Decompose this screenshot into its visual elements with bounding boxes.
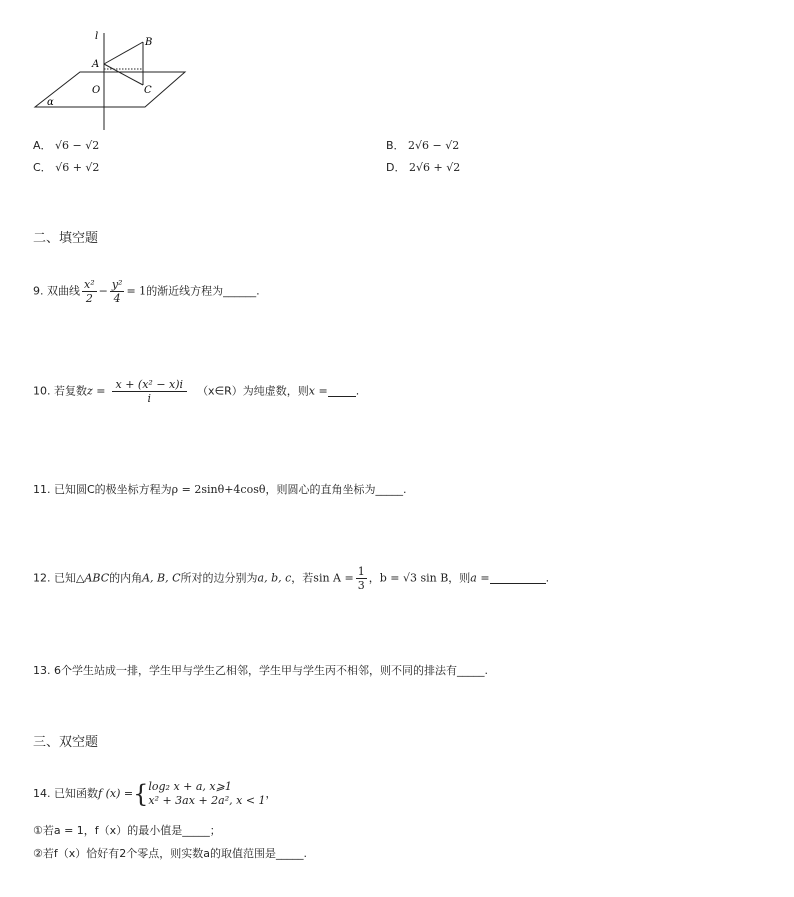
sin-a-equals: sin A = xyxy=(313,571,354,585)
option-letter: C． xyxy=(33,161,52,174)
question-9 xyxy=(33,278,260,305)
q12-if: ，若 xyxy=(291,571,314,585)
answer-blank[interactable] xyxy=(328,386,356,397)
option-letter: D． xyxy=(386,161,406,174)
q14-comma: ， xyxy=(265,787,277,800)
label-C: C xyxy=(144,85,152,96)
q11-prefix: 11. 已知圆C的极坐标方程为 xyxy=(33,483,172,496)
q12-then: ，则 xyxy=(448,571,471,585)
geometry-figure xyxy=(25,25,200,135)
fraction-one-third: $\frac{1}{3}$ xyxy=(357,565,365,592)
f-of-x-equals: f (x) = xyxy=(98,787,134,800)
label-O: O xyxy=(92,85,101,96)
option-d[interactable] xyxy=(386,161,460,175)
option-c[interactable] xyxy=(33,161,99,175)
a-equals: a = xyxy=(470,571,490,585)
question-13: 13. 6个学生站成一排，学生甲与学生乙相邻，学生甲与学生丙不相邻，则不同的排法有_____. xyxy=(33,664,488,677)
option-expression: 2√6 − √2 xyxy=(408,139,460,152)
fraction-complex: $\frac{\text{x + (x² − x)i}}{i}$ xyxy=(112,378,188,405)
question-10 xyxy=(33,378,359,405)
equals-one: = 1 xyxy=(126,284,147,298)
angles-abc: A, B, C xyxy=(142,571,181,585)
fraction-x2-over-2: $\frac{\text{x²}}{2}$ xyxy=(84,278,95,305)
q14-prefix: 14. 已知函数 xyxy=(33,787,98,800)
minus-sign: − xyxy=(98,284,108,298)
segment-AC xyxy=(104,64,143,85)
option-expression: 2√6 + √2 xyxy=(408,161,461,174)
q12-end: . xyxy=(545,571,550,585)
q14-sub-1: ①若a = 1，f（x）的最小值是_____； xyxy=(33,824,221,837)
plane-alpha xyxy=(35,72,185,107)
q10-end: . xyxy=(355,384,360,398)
option-expression: √6 + √2 xyxy=(55,161,100,174)
label-l: l xyxy=(95,31,99,42)
option-a[interactable] xyxy=(33,139,99,153)
question-14 xyxy=(33,780,277,808)
segment-AB xyxy=(104,42,143,64)
label-B: B xyxy=(145,37,153,48)
option-b[interactable] xyxy=(386,139,459,153)
q12-mid: 的内角 xyxy=(109,571,143,585)
q14-sub-2: ②若f（x）恰好有2个零点，则实数a的取值范围是_____. xyxy=(33,847,307,860)
section-heading-double: 三、双空题 xyxy=(33,735,99,750)
q9-prefix: 9. 双曲线 xyxy=(33,284,80,298)
polar-equation: ρ = 2sinθ+4cosθ xyxy=(171,483,266,496)
q10-prefix: 10. 若复数 xyxy=(33,384,87,398)
question-12 xyxy=(33,565,549,592)
answer-blank[interactable] xyxy=(490,573,546,584)
q10-condition: （x∈R）为纯虚数，则 xyxy=(197,384,309,398)
comma: ， xyxy=(368,571,380,585)
option-expression: √6 − √2 xyxy=(55,139,100,152)
case-1: log₂ x + a, x⩾1 xyxy=(148,780,232,793)
triangle-abc: △ABC xyxy=(76,571,110,585)
sides-abc: a, b, c xyxy=(257,571,292,585)
option-letter: B． xyxy=(386,139,405,152)
q9-suffix: 的渐近线方程为______. xyxy=(146,284,260,298)
left-brace: { xyxy=(133,780,149,808)
q11-suffix: ，则圆心的直角坐标为_____. xyxy=(265,483,407,496)
z-equals: z = xyxy=(87,384,106,398)
option-letter: A． xyxy=(33,139,52,152)
q12-prefix: 12. 已知 xyxy=(33,571,76,585)
fraction-y2-over-4: $\frac{\text{y²}}{4}$ xyxy=(111,278,123,305)
q12-mid2: 所对的边分别为 xyxy=(180,571,258,585)
section-heading-fill: 二、填空题 xyxy=(33,231,99,246)
label-alpha: α xyxy=(47,97,54,108)
piecewise-cases xyxy=(148,780,265,808)
label-A: A xyxy=(92,59,100,70)
x-equals: x = xyxy=(308,384,328,398)
question-11 xyxy=(33,483,406,497)
b-equation: b = √3 sin B xyxy=(379,571,449,585)
case-2: x² + 3ax + 2a², x < 1 xyxy=(148,794,266,807)
